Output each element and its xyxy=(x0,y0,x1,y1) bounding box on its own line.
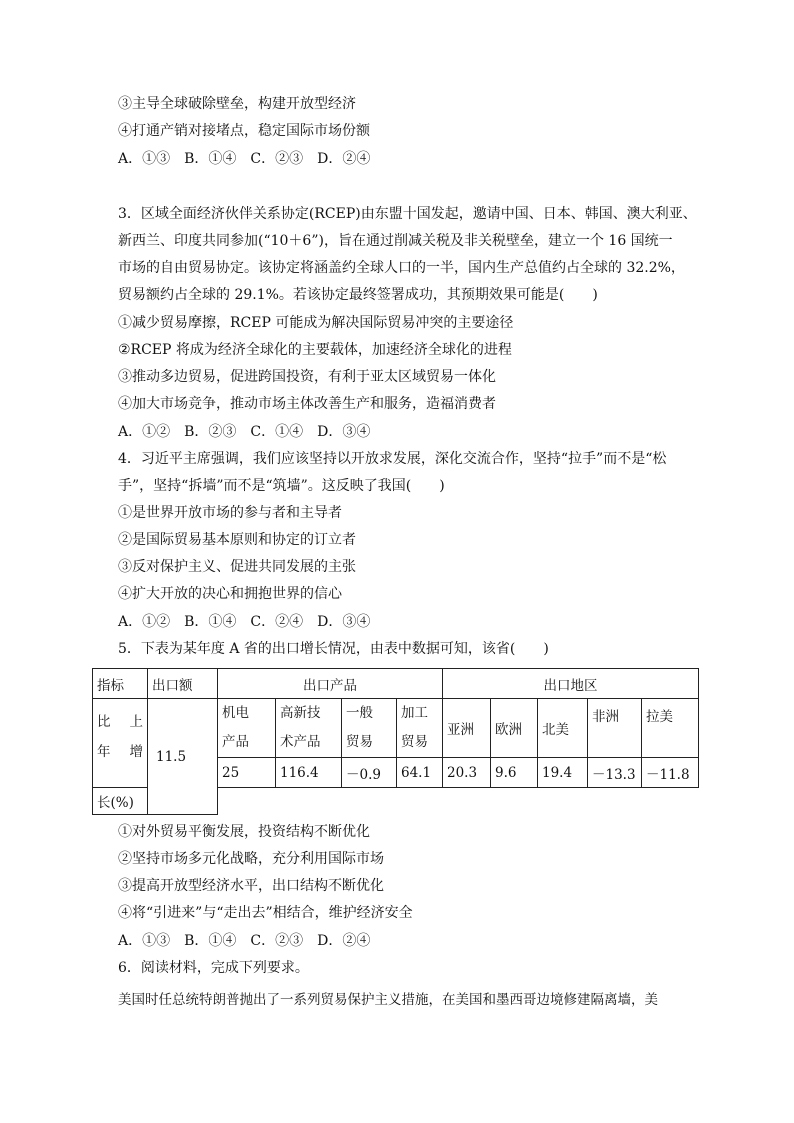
region-europe: 欧洲 xyxy=(491,699,538,758)
q5-option-1: ①对外贸易平衡发展，投资结构不断优化 xyxy=(118,824,370,840)
q3-option-2: ②RCEP 将成为经济全球化的主要载体，加速经济全球化的进程 xyxy=(118,342,512,358)
row-label-2a: 年 xyxy=(97,744,111,760)
header-export-amount: 出口额 xyxy=(148,669,218,699)
product-3-line-b: 贸易 xyxy=(346,734,373,750)
row-label-cell xyxy=(93,699,148,788)
q3-stem-line-1: 3．区域全面经济伙伴关系协定(RCEP)由东盟十国发起，邀请中国、日本、韩国、澳大利亚、 xyxy=(118,206,697,222)
q4-option-1: ①是世界开放市场的参与者和主导者 xyxy=(118,505,342,521)
q5-choices: A．①③ B．①④ C．②③ D．②④ xyxy=(118,933,371,949)
product-2-line-b: 术产品 xyxy=(280,734,321,750)
table-header-row xyxy=(93,669,699,699)
q3-option-3: ③推动多边贸易，促进跨国投资，有利于亚太区域贸易一体化 xyxy=(118,369,496,385)
q6-material: 美国时任总统特朗普抛出了一系列贸易保护主义措施，在美国和墨西哥边境修建隔离墙，美 xyxy=(118,992,658,1008)
value-product-2: 116.4 xyxy=(276,758,342,788)
q4-choices: A．①② B．①④ C．②④ D．③④ xyxy=(118,614,371,630)
row-label-1b: 上 xyxy=(129,714,143,730)
product-4-line-a: 加工 xyxy=(401,705,428,721)
row-label-2b: 增 xyxy=(129,744,143,760)
product-2-line-a: 高新技 xyxy=(280,705,321,721)
value-africa: －13.3 xyxy=(588,758,642,788)
value-europe: 9.6 xyxy=(491,758,538,788)
product-col-3 xyxy=(342,699,397,758)
q6-stem: 6．阅读材料，完成下列要求。 xyxy=(118,960,309,976)
q5-option-2: ②坚持市场多元化战略，充分利用国际市场 xyxy=(118,851,384,867)
table-row xyxy=(93,699,699,758)
q3-stem-line-4: 贸易额约占全球的 29.1%。若该协定最终签署成功，其预期效果可能是( ) xyxy=(118,287,598,303)
value-product-4: 64.1 xyxy=(397,758,443,788)
q5-stem: 5．下表为某年度 A 省的出口增长情况，由表中数据可知，该省( ) xyxy=(118,641,549,657)
value-north-america: 19.4 xyxy=(538,758,588,788)
q2-choices: A．①③ B．①④ C．②③ D．②④ xyxy=(118,151,371,167)
value-latin-america: －11.8 xyxy=(642,758,699,788)
q3-choices: A．①② B．②③ C．①④ D．③④ xyxy=(118,424,371,440)
row-label-3: 长(%) xyxy=(93,788,148,815)
region-latin-america: 拉美 xyxy=(642,699,699,758)
value-product-3: －0.9 xyxy=(342,758,397,788)
region-north-america: 北美 xyxy=(538,699,588,758)
region-africa: 非洲 xyxy=(588,699,642,758)
header-export-regions: 出口地区 xyxy=(443,669,699,699)
export-value-cell: 11.5 xyxy=(148,699,218,815)
q3-stem-line-3: 市场的自由贸易协定。该协定将涵盖约全球人口的一半，国内生产总值约占全球的 32.2%， xyxy=(118,260,685,276)
header-indicator: 指标 xyxy=(93,669,148,699)
q3-option-1: ①减少贸易摩擦，RCEP 可能成为解决国际贸易冲突的主要途径 xyxy=(118,315,514,331)
q4-option-2: ②是国际贸易基本原则和协定的订立者 xyxy=(118,532,356,548)
q4-stem-line-2: 手”，坚持“拆墙”而不是“筑墙”。这反映了我国( ) xyxy=(118,478,445,494)
q2-option-3: ③主导全球破除壁垒，构建开放型经济 xyxy=(118,96,356,112)
product-4-line-b: 贸易 xyxy=(401,734,428,750)
region-asia: 亚洲 xyxy=(443,699,491,758)
product-col-1 xyxy=(218,699,276,758)
q3-stem-line-2: 新西兰、印度共同参加(“10＋6”)，旨在通过削减关税及非关税壁垒，建立一个 16 国统一 xyxy=(118,233,673,249)
row-label-1a: 比 xyxy=(97,714,111,730)
q2-option-4: ④打通产销对接堵点，稳定国际市场份额 xyxy=(118,123,370,139)
q3-option-4: ④加大市场竞争，推动市场主体改善生产和服务，造福消费者 xyxy=(118,396,496,412)
q4-option-4: ④扩大开放的决心和拥抱世界的信心 xyxy=(118,586,342,602)
product-col-4 xyxy=(397,699,443,758)
product-col-2 xyxy=(276,699,342,758)
product-1-line-a: 机电 xyxy=(222,705,249,721)
q5-option-4: ④将“引进来”与“走出去”相结合，维护经济安全 xyxy=(118,905,413,921)
value-asia: 20.3 xyxy=(443,758,491,788)
q4-option-3: ③反对保护主义、促进共同发展的主张 xyxy=(118,559,356,575)
product-1-line-b: 产品 xyxy=(222,734,249,750)
value-product-1: 25 xyxy=(218,758,276,788)
header-export-products: 出口产品 xyxy=(218,669,443,699)
export-growth-table xyxy=(92,668,699,815)
product-3-line-a: 一般 xyxy=(346,705,373,721)
q4-stem-line-1: 4．习近平主席强调，我们应该坚持以开放求发展，深化交流合作，坚持“拉手”而不是“松 xyxy=(118,451,667,467)
q5-option-3: ③提高开放型经济水平，出口结构不断优化 xyxy=(118,878,384,894)
